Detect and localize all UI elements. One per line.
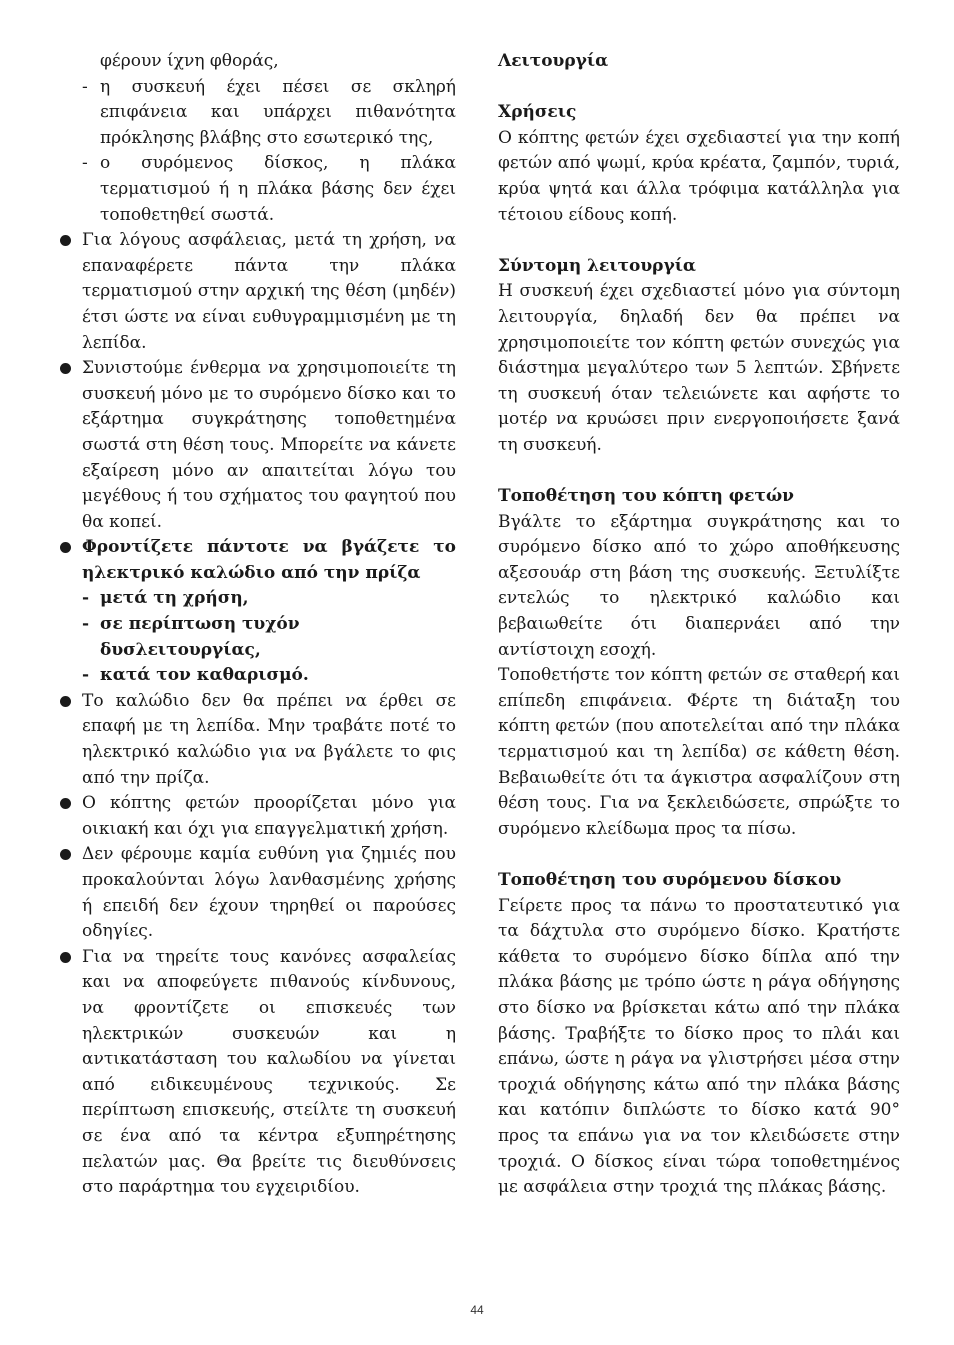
- bullet-text: Φροντίζετε πάντοτε να βγάζετε το ηλεκτρικό καλώδιο από την πρίζα: [82, 537, 456, 583]
- dash-marker: -: [82, 665, 90, 686]
- paragraph: Βγάλτε το εξάρτημα συγκράτησης και το συρόμενο δίσκο από το χώρο αποθήκευσης αξεσουάρ στη βάση της συσκευής. Ξετυλίξτε εντελώς το ηλεκτρικό καλώδιο και βεβαιωθείτε ότι διαπερνάει από την αντίστοιχη εσοχή.: [498, 511, 900, 660]
- section-heading: Τοποθέτηση του συρόμενου δίσκου: [498, 870, 842, 890]
- paragraph: Γείρετε προς τα πάνω το προστατευτικό για τα δάχτυλα στο συρόμενο δίσκο. Κρατήστε κάθετα το συρόμενο δίσκο δίπλα από την πλάκα βάσης με τρόπο ώστε η ράγα οδήγησης στο δίσκο να βρίσκεται κάτω από την πλάκα βάσης. Τραβήξτε το δίσκο προς το πλάι και επάνω, ώστε η ράγα να γλιστρήσει μέσα στην τροχιά οδήγησης κάτω από την πλάκα βάσης και κατόπιν διπλώστε το δίσκο κατά 90° προς τα επάνω για να τον κλειδώσετε στην τροχιά. Ο δίσκος είναι τώρα τοποθετημένος με ασφάλεια στην τροχιά της πλάκας βάσης.: [498, 895, 900, 1198]
- section-heading: Σύντομη λειτουργία: [498, 255, 696, 276]
- section-heading: Χρήσεις: [498, 102, 577, 123]
- bullet-dot-icon: [60, 542, 71, 553]
- paragraph: Τοποθετήστε τον κόπτη φετών σε σταθερή και επίπεδη επιφάνεια. Φέρτε τη διάταξη του κόπτη φετών (που αποτελείται από την πλάκα τερματισμού και τη λεπίδα) σε κάθετη θέση. Βεβαιωθείτε ότι τα άγκιστρα ασφαλίζουν στη θέση τους. Για να ξεκλειδώσετε, σπρώξτε το συρόμενο κλείδωμα προς τα πίσω.: [498, 665, 900, 839]
- bullet-item: [60, 228, 456, 356]
- bullet-dot-icon: [60, 363, 71, 374]
- sub-item-text: σε περίπτωση τυχόν δυσλειτουργίας,: [100, 614, 300, 660]
- bullet-text: Συνιστούμε ένθερμα να χρησιμοποιείτε τη συσκευή μόνο με το συρόμενο δίσκο και το εξάρτημα συγκράτησης τοποθετημένα σωστά στη θέση τους. Μπορείτε να κάνετε εξαίρεση μόνο αν απαιτείται λόγω του μεγέθους ή του σχήματος του φαγητού που θα κοπεί.: [82, 358, 456, 532]
- dash-marker: -: [82, 153, 88, 174]
- bullet-dot-icon: [60, 696, 71, 707]
- section-heading: Τοποθέτηση του κόπτη φετών: [498, 486, 794, 507]
- dash-marker: -: [82, 76, 88, 97]
- bullet-item: [60, 535, 456, 586]
- bullet-item: [60, 356, 456, 535]
- right-column: [498, 49, 900, 1201]
- dash-list-item: [60, 151, 456, 228]
- bullet-dot-icon: [60, 235, 71, 246]
- sub-list-item: [82, 663, 456, 689]
- page-number: 44: [470, 1303, 484, 1317]
- bullet-dot-icon: [60, 849, 71, 860]
- dash-marker: -: [82, 588, 90, 609]
- bullet-text: Για λόγους ασφάλειας, μετά τη χρήση, να επαναφέρετε πάντα την πλάκα τερματισμού στην αρχική της θέση (μηδέν) έτσι ώστε να είναι ευθυγραμμισμένη με τη λεπίδα.: [82, 230, 456, 353]
- dash-list-item: [60, 75, 456, 152]
- dash-marker: -: [82, 614, 90, 635]
- bullet-text: Το καλώδιο δεν θα πρέπει να έρθει σε επαφή με τη λεπίδα. Μην τραβάτε ποτέ το ηλεκτρικό καλώδιο για να βγάλετε το φις από την πρίζα.: [82, 690, 456, 788]
- bullet-dot-icon: [60, 798, 71, 809]
- sub-item-text: κατά τον καθαρισμό.: [100, 665, 309, 686]
- left-column: [60, 49, 456, 1201]
- paragraph: Ο κόπτης φετών έχει σχεδιαστεί για την κοπή φετών από ψωμί, κρύα κρέατα, ζαμπόν, τυριά, κρύα ψητά και άλλα τρόφιμα κατάλληλα για τέτοιου είδους κοπή.: [498, 127, 900, 225]
- sub-item-text: μετά τη χρήση,: [100, 588, 249, 609]
- dash-item-text: ο συρόμενος δίσκος, η πλάκα τερματισμού ή η πλάκα βάσης δεν έχει τοποθετηθεί σωστά.: [100, 153, 456, 225]
- continued-line: φέρουν ίχνη φθοράς,: [100, 51, 279, 71]
- paragraph: Η συσκευή έχει σχεδιαστεί μόνο για σύντομη λειτουργία, δηλαδή δεν θα πρέπει να χρησιμοποιείτε τον κόπτη φετών συνεχώς για διάστημα μεγαλύτερο των 5 λεπτών. Σβήνετε τη συσκευή όταν τελειώνετε και αφήστε το μοτέρ να κρυώσει πριν ενεργοποιήσετε ξανά τη συσκευή.: [498, 281, 900, 455]
- bullet-text: Ο κόπτης φετών προορίζεται μόνο για οικιακή και όχι για επαγγελματική χρήση.: [82, 793, 456, 839]
- sub-list-item: [82, 586, 456, 612]
- bullet-text: Δεν φέρουμε καμία ευθύνη για ζημιές που προκαλούνται λόγω λανθασμένης χρήσης ή επειδή δεν έχουν τηρηθεί οι παρούσες οδηγίες.: [82, 844, 456, 942]
- bullet-text: Για να τηρείτε τους κανόνες ασφαλείας και να αποφεύγετε πιθανούς κίνδυνους, να φροντίζετε οι επισκευές των ηλεκτρικών συσκευών και η αντικατάσταση του καλωδίου να γίνεται από ειδικευμένους τεχνικούς. Σε περίπτωση επισκευής, στείλτε τη συσκευή σε ένα από τα κέντρα εξυπηρέτησης πελατών μας. Θα βρείτε τις διευθύνσεις στο παράρτημα του εγχειριδίου.: [82, 946, 456, 1198]
- bullet-item: [60, 689, 456, 791]
- bullet-item: [60, 945, 456, 1201]
- dash-item-text: η συσκευή έχει πέσει σε σκληρή επιφάνεια και υπάρχει πιθανότητα πρόκλησης βλάβης στο εσωτερικό της,: [100, 76, 456, 148]
- bullet-dot-icon: [60, 952, 71, 963]
- bullet-item: [60, 842, 456, 944]
- sub-list-item: [82, 612, 456, 663]
- section-title: Λειτουργία: [498, 51, 609, 71]
- bullet-item: [60, 791, 456, 842]
